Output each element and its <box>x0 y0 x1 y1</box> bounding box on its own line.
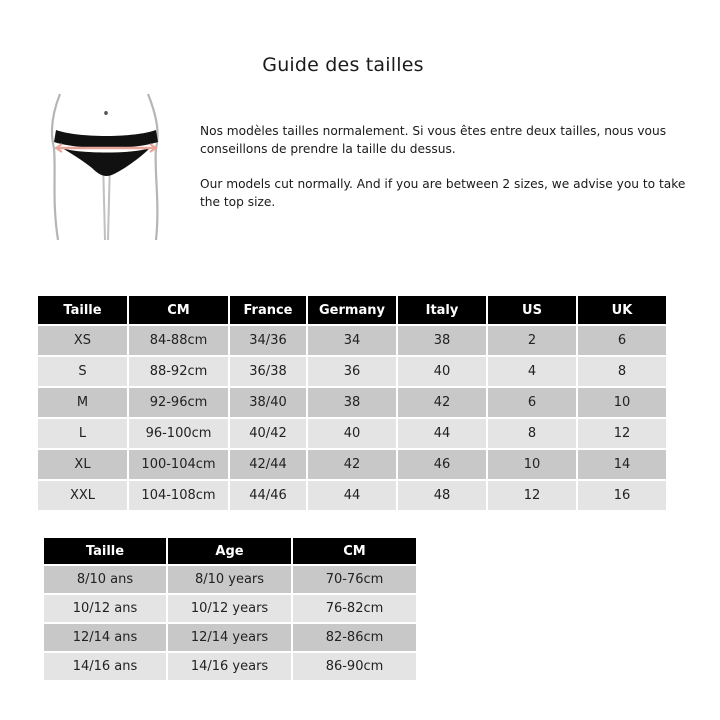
table-cell: 44 <box>398 419 486 448</box>
table-cell: 10 <box>578 388 666 417</box>
table-cell: 100-104cm <box>129 450 228 479</box>
table-cell: M <box>38 388 127 417</box>
table-row <box>44 566 416 593</box>
table-cell: 8/10 years <box>168 566 291 593</box>
table-cell: XS <box>38 326 127 355</box>
table-cell: 40/42 <box>230 419 306 448</box>
header-age: Age <box>168 538 291 564</box>
page-title: Guide des tailles <box>262 54 424 76</box>
table-cell: 70-76cm <box>293 566 416 593</box>
table-cell: 36/38 <box>230 357 306 386</box>
table-cell: 82-86cm <box>293 624 416 651</box>
table-cell: 14/16 years <box>168 653 291 680</box>
header-germany: Germany <box>308 296 396 324</box>
table-cell: 12 <box>488 481 576 510</box>
size-advice <box>200 122 690 228</box>
table-cell: 42 <box>308 450 396 479</box>
table-cell: 48 <box>398 481 486 510</box>
table-cell: 104-108cm <box>129 481 228 510</box>
table-cell: 44/46 <box>230 481 306 510</box>
table-cell: 10/12 years <box>168 595 291 622</box>
advice-french: Nos modèles tailles normalement. Si vous êtes entre deux tailles, nous vous conseillons de prendre la taille du dessus. <box>200 124 667 156</box>
table-cell: 14 <box>578 450 666 479</box>
table-cell: 96-100cm <box>129 419 228 448</box>
table-cell: 42 <box>398 388 486 417</box>
table-cell: 12 <box>578 419 666 448</box>
advice-english: Our models cut normally. And if you are between 2 sizes, we advise you to take the top size. <box>200 177 686 209</box>
table-cell: 38 <box>398 326 486 355</box>
table-cell: 10 <box>488 450 576 479</box>
table-cell: 6 <box>488 388 576 417</box>
table-cell: 10/12 ans <box>44 595 166 622</box>
table-cell: 76-82cm <box>293 595 416 622</box>
table-cell: 8 <box>488 419 576 448</box>
table-cell: 14/16 ans <box>44 653 166 680</box>
header-italy: Italy <box>398 296 486 324</box>
table-cell: 8 <box>578 357 666 386</box>
table-cell: 34 <box>308 326 396 355</box>
table-cell: 42/44 <box>230 450 306 479</box>
table-cell: 8/10 ans <box>44 566 166 593</box>
table-cell: 16 <box>578 481 666 510</box>
header-cm: CM <box>129 296 228 324</box>
table-cell: 6 <box>578 326 666 355</box>
table-row <box>38 481 666 510</box>
table-cell: XL <box>38 450 127 479</box>
header-us: US <box>488 296 576 324</box>
header-taille: Taille <box>44 538 166 564</box>
table-header-row <box>44 538 416 564</box>
table-row <box>44 595 416 622</box>
table-cell: 38/40 <box>230 388 306 417</box>
header-france: France <box>230 296 306 324</box>
table-cell: L <box>38 419 127 448</box>
table-cell: 84-88cm <box>129 326 228 355</box>
table-cell: 40 <box>308 419 396 448</box>
hip-measurement-icon <box>48 92 174 242</box>
table-cell: 12/14 ans <box>44 624 166 651</box>
kids-size-table <box>42 536 418 682</box>
header-taille: Taille <box>38 296 127 324</box>
adult-size-table <box>36 294 668 512</box>
header-cm: CM <box>293 538 416 564</box>
table-cell: 4 <box>488 357 576 386</box>
table-cell: 12/14 years <box>168 624 291 651</box>
table-row <box>38 450 666 479</box>
table-cell: 38 <box>308 388 396 417</box>
table-cell: 92-96cm <box>129 388 228 417</box>
table-cell: 86-90cm <box>293 653 416 680</box>
table-cell: S <box>38 357 127 386</box>
table-header-row <box>38 296 666 324</box>
table-cell: 36 <box>308 357 396 386</box>
table-cell: 44 <box>308 481 396 510</box>
table-row <box>44 653 416 680</box>
table-cell: 88-92cm <box>129 357 228 386</box>
table-cell: 34/36 <box>230 326 306 355</box>
table-row <box>38 326 666 355</box>
table-cell: 40 <box>398 357 486 386</box>
table-row <box>38 388 666 417</box>
table-cell: 46 <box>398 450 486 479</box>
table-cell: 2 <box>488 326 576 355</box>
header-uk: UK <box>578 296 666 324</box>
table-cell: XXL <box>38 481 127 510</box>
table-row <box>38 357 666 386</box>
table-row <box>38 419 666 448</box>
table-row <box>44 624 416 651</box>
